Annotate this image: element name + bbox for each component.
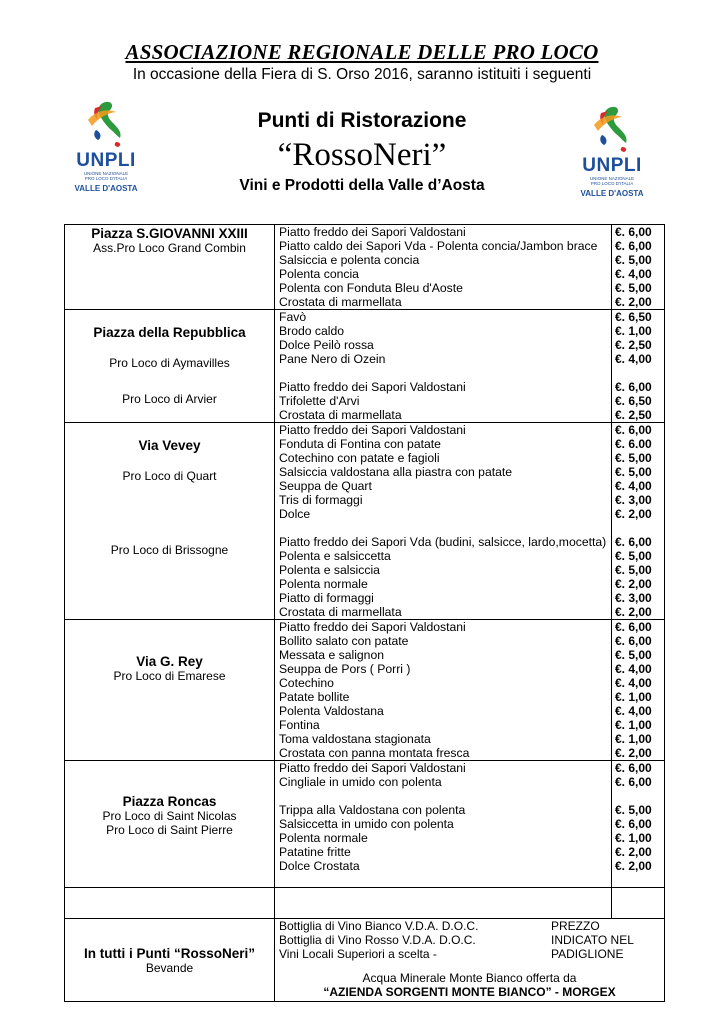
menu-item: Polenta concia — [279, 267, 359, 281]
unpli-logo-left — [66, 98, 146, 198]
menu-price: €. 4,00 — [615, 352, 652, 366]
water-note: Acqua Minerale Monte Bianco offerta da — [362, 971, 577, 985]
menu-price: €. 2,50 — [615, 408, 652, 422]
menu-price: €. 6,00 — [615, 423, 652, 437]
beverages-subtitle: Bevande — [145, 960, 194, 975]
menu-item: Crostata di marmellata — [279, 295, 402, 309]
price-note-line: PADIGLIONE — [551, 947, 624, 961]
menu-item: Polenta e salsiccetta — [279, 549, 391, 563]
brand-title: “RossoNeri” — [277, 137, 447, 173]
items-cell — [275, 620, 612, 761]
location-name: Via Vevey — [138, 438, 201, 453]
menu-price: €. 6.00 — [615, 437, 652, 451]
proloco-name: Pro Loco di Brissogne — [110, 543, 229, 557]
italy-map-icon — [572, 103, 652, 157]
menu-price: €. 6,00 — [615, 761, 652, 775]
menu-price: €. 6,00 — [615, 817, 652, 831]
menu-item: Fonduta di Fontina con patate — [279, 437, 441, 451]
location-name: Piazza S.GIOVANNI XXIII — [91, 226, 248, 241]
menu-price: €. 5,00 — [615, 549, 652, 563]
wine-list — [279, 919, 478, 961]
menu-price: €. 1,00 — [615, 732, 652, 746]
menu-price: €. 5,00 — [615, 451, 652, 465]
proloco-name: Pro Loco di Quart — [122, 469, 217, 483]
unpli-logo-right — [572, 103, 652, 203]
menu-section — [65, 761, 665, 888]
menu-price: €. 3,00 — [615, 591, 652, 605]
menu-price: €. 2,00 — [615, 295, 652, 309]
menu-item: Patatine fritte — [279, 845, 351, 859]
menu-item: Toma valdostana stagionata — [279, 732, 431, 746]
subtitle: Vini e Prodotti della Valle d’Aosta — [239, 177, 485, 194]
menu-item: Fontina — [279, 718, 320, 732]
menu-item: Polenta e salsiccia — [279, 563, 380, 577]
menu-item: Polenta normale — [279, 831, 368, 845]
proloco-name: Pro Loco di Emarese — [113, 669, 226, 683]
menu-item: Dolce Crostata — [279, 859, 360, 873]
menu-item: Trifolette d'Arvi — [279, 394, 360, 408]
items-cell — [275, 310, 612, 423]
menu-item: Seuppa de Pors ( Porri ) — [279, 662, 411, 676]
menu-item: Crostata con panna montata fresca — [279, 746, 470, 760]
menu-price: €. 6,00 — [615, 634, 652, 648]
items-cell — [275, 225, 612, 310]
beverages-title: In tutti i Punti “RossoNeri” — [84, 945, 255, 961]
menu-item: Salsiccetta in umido con polenta — [279, 817, 454, 831]
menu-price: €. 4,00 — [615, 662, 652, 676]
menu-price: €. 2,00 — [615, 577, 652, 591]
menu-item: Bollito salato con patate — [279, 634, 409, 648]
menu-price: €. 4,00 — [615, 676, 652, 690]
italy-map-icon — [66, 98, 146, 152]
menu-price: €. 6,50 — [615, 394, 652, 408]
proloco-name: Ass.Pro Loco Grand Combin — [93, 241, 246, 255]
menu-section — [65, 620, 665, 761]
menu-item: Polenta Valdostana — [279, 704, 384, 718]
prices-cell — [612, 620, 665, 761]
menu-item: Piatto freddo dei Sapori Valdostani — [279, 225, 466, 239]
logo-sub-2: PRO LOCO D'ITALIA — [590, 181, 634, 186]
menu-price: €. 2,50 — [615, 338, 652, 352]
menu-item: Trippa alla Valdostana con polenta — [279, 803, 466, 817]
menu-item: Piatto freddo dei Sapori Valdostani — [279, 380, 466, 394]
menu-item: Favò — [279, 310, 307, 324]
menu-price: €. 2,00 — [615, 507, 652, 521]
menu-table — [64, 224, 665, 1002]
menu-item: Cingliale in umido con polenta — [279, 775, 442, 789]
wine-item: Bottiglia di Vino Rosso V.D.A. D.O.C. — [279, 933, 476, 947]
menu-price: €. 5,00 — [615, 803, 652, 817]
beverages-location-cell — [65, 919, 275, 1002]
location-cell — [65, 620, 275, 761]
menu-item: Salsiccia valdostana alla piastra con patate — [279, 465, 513, 479]
logo-region: VALLE D'AOSTA — [74, 184, 138, 193]
menu-price: €. 2,00 — [615, 845, 652, 859]
menu-section — [65, 225, 665, 310]
beverages-section — [65, 919, 665, 1002]
menu-item: Brodo caldo — [279, 324, 345, 338]
proloco-name: Pro Loco di Saint Nicolas — [102, 809, 237, 823]
association-title: ASSOCIAZIONE REGIONALE DELLE PRO LOCO — [125, 40, 599, 64]
menu-item: Cotechino — [279, 676, 334, 690]
menu-item: Piatto freddo dei Sapori Valdostani — [279, 761, 466, 775]
menu-price: €. 1,00 — [615, 718, 652, 732]
proloco-name: Pro Loco di Aymavilles — [109, 356, 230, 370]
menu-item: Piatto di formaggi — [279, 591, 374, 605]
menu-price: €. 1,00 — [615, 831, 652, 845]
menu-section — [65, 310, 665, 423]
prices-cell — [612, 423, 665, 620]
menu-item: Piatto freddo dei Sapori Valdostani — [279, 620, 466, 634]
menu-price: €. 5,00 — [615, 465, 652, 479]
menu-price: €. 2,00 — [615, 605, 652, 619]
menu-item: Piatto freddo dei Sapori Valdostani — [279, 423, 466, 437]
prices-cell — [612, 761, 665, 888]
items-cell — [275, 423, 612, 620]
menu-price: €. 6,00 — [615, 239, 652, 253]
prices-cell — [612, 310, 665, 423]
menu-item: Pane Nero di Ozein — [279, 352, 386, 366]
wine-item: Vini Locali Superiori a scelta - — [279, 947, 437, 961]
empty-cell — [65, 888, 275, 919]
price-note-line: PREZZO — [551, 919, 600, 933]
location-name: Piazza Roncas — [122, 794, 217, 809]
location-name: Piazza della Repubblica — [93, 325, 246, 340]
menu-price: €. 2,00 — [615, 746, 652, 760]
beverages-cell — [275, 919, 665, 1002]
menu-item: Crostata di marmellata — [279, 605, 402, 619]
menu-item: Dolce Peilò rossa — [279, 338, 374, 352]
menu-item: Dolce — [279, 507, 311, 521]
menu-price: €. 4,00 — [615, 704, 652, 718]
empty-row — [65, 888, 665, 919]
menu-item: Polenta con Fonduta Bleu d'Aoste — [279, 281, 463, 295]
menu-item: Tris di formaggi — [279, 493, 363, 507]
menu-price: €. 1,00 — [615, 690, 652, 704]
punti-heading: Punti di Ristorazione — [257, 109, 467, 132]
menu-item: Piatto caldo dei Sapori Vda - Polenta concia/Jambon brace — [279, 239, 598, 253]
location-name: Via G. Rey — [136, 654, 203, 669]
empty-cell — [612, 888, 665, 919]
logo-name: UNPLI — [582, 155, 642, 176]
logo-sub-2: PRO LOCO D'ITALIA — [84, 176, 128, 181]
menu-price: €. 3,00 — [615, 493, 652, 507]
menu-price: €. 6,00 — [615, 775, 652, 789]
location-cell — [65, 423, 275, 620]
menu-item: Salsiccia e polenta concia — [279, 253, 420, 267]
wine-item: Bottiglia di Vino Bianco V.D.A. D.O.C. — [279, 919, 479, 933]
price-note — [551, 919, 634, 961]
empty-cell — [275, 888, 612, 919]
logo-sub-1: UNIONE NAZIONALE — [83, 171, 129, 176]
menu-price: €. 4,00 — [615, 267, 652, 281]
menu-price: €. 5,00 — [615, 253, 652, 267]
menu-price: €. 5,00 — [615, 563, 652, 577]
menu-price: €. 6,00 — [615, 620, 652, 634]
menu-price: €. 4,00 — [615, 479, 652, 493]
menu-item: Cotechino con patate e fagioli — [279, 451, 440, 465]
items-cell — [275, 761, 612, 888]
menu-price: €. 5,00 — [615, 281, 652, 295]
menu-item: Seuppa de Quart — [279, 479, 372, 493]
menu-item: Patate bollite — [279, 690, 350, 704]
menu-section — [65, 423, 665, 620]
water-sponsor: “AZIENDA SORGENTI MONTE BIANCO” - MORGEX — [323, 985, 616, 999]
menu-price: €. 6,50 — [615, 310, 652, 324]
menu-price: €. 1,00 — [615, 324, 652, 338]
location-cell — [65, 761, 275, 888]
menu-price: €. 6,00 — [615, 225, 652, 239]
menu-price: €. 6,00 — [615, 535, 652, 549]
intro-text: In occasione della Fiera di S. Orso 2016, saranno istituiti i seguenti — [132, 66, 592, 83]
location-cell — [65, 310, 275, 423]
proloco-name: Pro Loco di Saint Pierre — [106, 823, 233, 837]
prices-cell — [612, 225, 665, 310]
price-note-line: INDICATO NEL — [551, 933, 634, 947]
menu-item: Crostata di marmellata — [279, 408, 402, 422]
logo-sub-1: UNIONE NAZIONALE — [589, 176, 635, 181]
menu-price: €. 5,00 — [615, 648, 652, 662]
menu-price: €. 2,00 — [615, 859, 652, 873]
menu-item: Polenta normale — [279, 577, 368, 591]
location-cell — [65, 225, 275, 310]
menu-item: Piatto freddo dei Sapori Vda (budini, salsicce, lardo,mocetta) — [279, 535, 607, 549]
logo-region: VALLE D'AOSTA — [580, 189, 644, 198]
logo-name: UNPLI — [76, 150, 136, 171]
proloco-name: Pro Loco di Arvier — [122, 392, 217, 406]
menu-item: Messata e salignon — [279, 648, 385, 662]
menu-price: €. 6,00 — [615, 380, 652, 394]
